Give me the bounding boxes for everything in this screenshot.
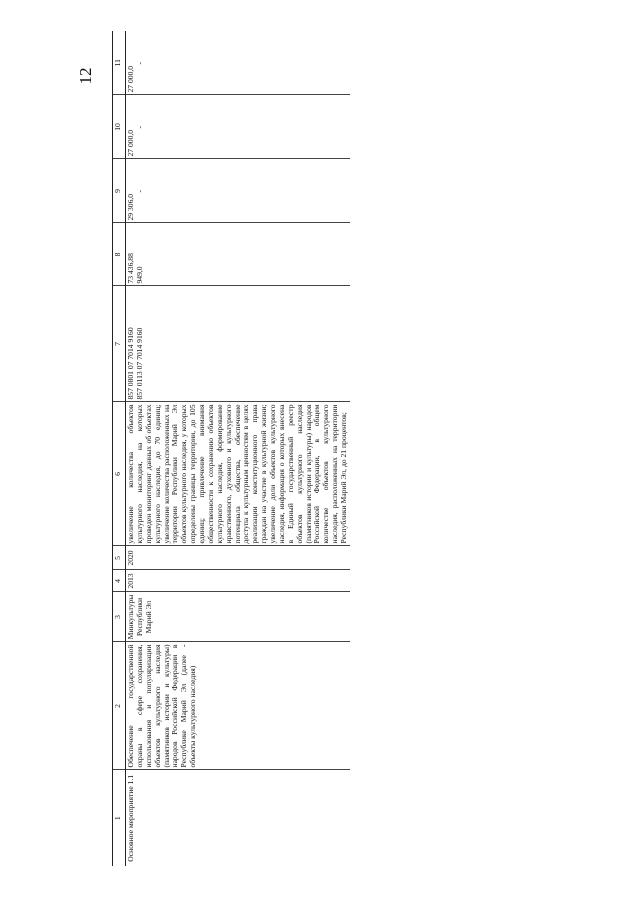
budget-table-sheet bbox=[112, 31, 572, 866]
amount: 27 000,0 bbox=[126, 129, 135, 157]
column-number-row bbox=[113, 31, 126, 866]
budget-table bbox=[112, 31, 350, 866]
amount: - bbox=[134, 125, 144, 129]
budget-code: 857 0801 07 7014 9160 bbox=[126, 327, 135, 400]
column-number: 8 bbox=[113, 223, 126, 286]
column-number: 9 bbox=[113, 159, 126, 223]
column-number: 7 bbox=[113, 286, 126, 402]
amount-cell bbox=[126, 159, 350, 223]
amount: - bbox=[134, 61, 144, 65]
column-number: 11 bbox=[113, 31, 126, 95]
page-number: 12 bbox=[76, 67, 95, 85]
budget-code-cell bbox=[126, 286, 350, 402]
amount-cell bbox=[126, 95, 350, 159]
amount: 73 436,88 bbox=[126, 253, 135, 284]
column-number: 2 bbox=[113, 642, 126, 770]
end-year: 2020 bbox=[126, 546, 350, 570]
table-row bbox=[126, 31, 350, 866]
column-number: 6 bbox=[113, 402, 126, 546]
amount-cell bbox=[126, 31, 350, 95]
column-number: 1 bbox=[113, 770, 126, 866]
amount: - bbox=[134, 189, 144, 193]
amount: 27 000,0 bbox=[126, 65, 135, 93]
column-number: 4 bbox=[113, 570, 126, 592]
budget-code: 857 0113 07 7014 9160 bbox=[134, 327, 144, 400]
amount-cell bbox=[126, 223, 350, 286]
amount: 949,0 bbox=[134, 266, 144, 284]
amount: 29 306,0 bbox=[126, 193, 135, 221]
start-year: 2013 bbox=[126, 570, 350, 592]
activity-description: Обеспечение государственной охраны в сфере сохранения, использования и популяризации объектов культурного наследия (памятников истории и культуры) народов Российской Федерации в Республике Марий Эл (далее - объекты культурного наследия) bbox=[126, 642, 350, 770]
column-number: 3 bbox=[113, 592, 126, 642]
executor: Минкультуры Республики Марий Эл bbox=[126, 592, 350, 642]
expected-result: увеличение количества объектов культурного наследия, на которых проведен мониторинг данных об объектах культурного наследия, до 70 единиц; увеличение количества расположенных на территории Республики Марий Эл объектов культурного наследия, у которых определены границы территории, до 105 единиц; привлечение внимания общественности к сохранению объектов культурного наследия, формирование нравственного, духовного и культурного потенциала общества, обеспечение доступа к культурным ценностям в целях реализации конституционного права граждан на участие в культурной жизни; увеличение доли объектов культурного наследия, информация о которых внесена в Единый государственный реестр объектов культурного наследия (памятников истории и культуры) народов Российской Федерации, в общем количестве объектов культурного наследия, расположенных на территории Республики Марий Эл, до 21 процентов; bbox=[126, 402, 350, 546]
column-number: 10 bbox=[113, 95, 126, 159]
column-number: 5 bbox=[113, 546, 126, 570]
activity-name: Основное мероприятие 1.1 bbox=[126, 774, 135, 862]
